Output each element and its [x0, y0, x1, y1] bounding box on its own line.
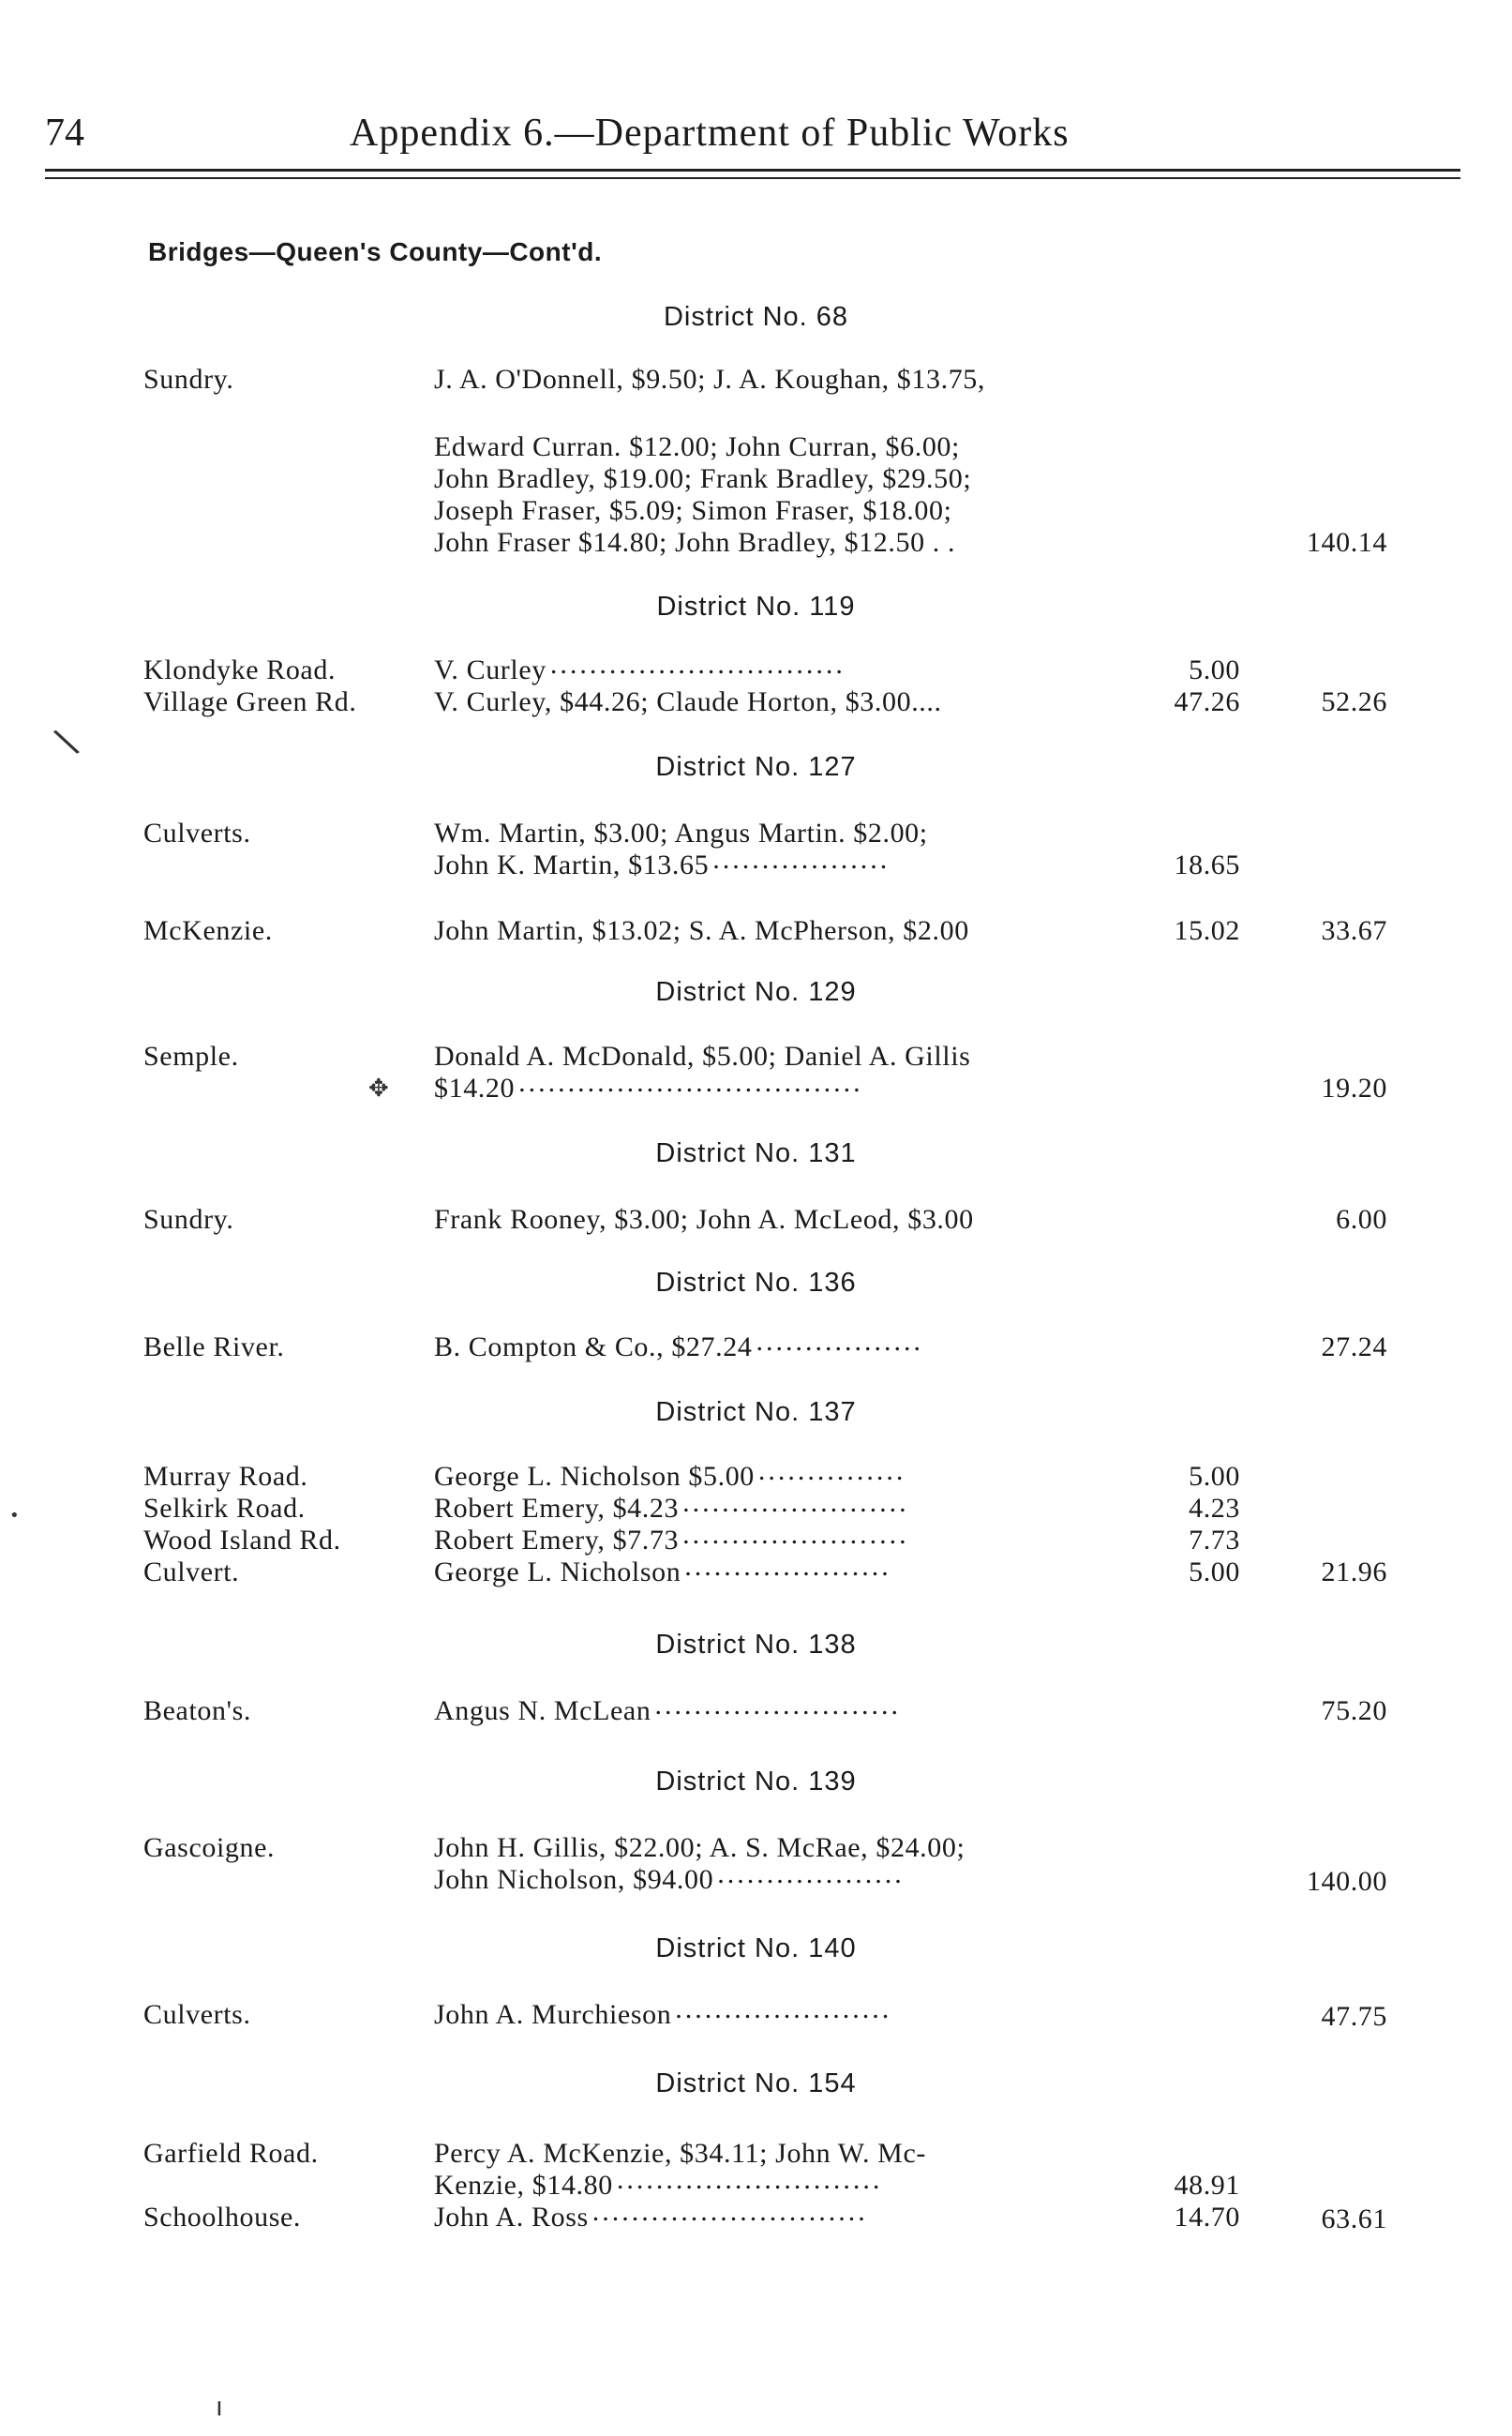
- entry-description: George L. Nicholson .....................: [434, 1551, 891, 1587]
- header-rule: [45, 169, 1460, 172]
- running-title: Appendix 6.—Department of Public Works: [350, 112, 1070, 155]
- scan-speck-icon: ı: [216, 2391, 223, 2422]
- district-heading: District No. 129: [655, 977, 857, 1007]
- entry-label: Schoolhouse.: [143, 2202, 302, 2233]
- entry-description: Robert Emery, $7.73 .......................: [434, 1519, 909, 1556]
- district-heading: District No. 127: [655, 752, 857, 782]
- entry-description: Percy A. McKenzie, $34.11; John W. Mc-: [434, 2138, 926, 2169]
- district-total: 33.67: [1321, 915, 1387, 946]
- entry-description: Kenzie, $14.80 ...........................: [434, 2164, 883, 2201]
- district-total: 52.26: [1321, 686, 1387, 717]
- district-total: 75.20: [1321, 1695, 1387, 1726]
- entry-description: John A. Ross ............................: [434, 2196, 868, 2233]
- entry-description: Frank Rooney, $3.00; John A. McLeod, $3.00: [434, 1204, 974, 1235]
- entry-amount: 5.00: [1189, 1461, 1240, 1492]
- entry-description: George L. Nicholson $5.00 ...............: [434, 1455, 906, 1492]
- district-total: 63.61: [1321, 2203, 1387, 2234]
- entry-label: Klondyke Road.: [143, 654, 337, 685]
- section-title: Bridges—Queen's County—Cont'd.: [148, 237, 603, 266]
- ornament-icon: ✥: [368, 1075, 389, 1103]
- district-heading: District No. 137: [655, 1397, 857, 1427]
- district-heading: District No. 154: [655, 2068, 857, 2098]
- entry-label: Selkirk Road.: [143, 1493, 306, 1524]
- entry-label: Garfield Road.: [143, 2138, 319, 2169]
- entry-label: Murray Road.: [143, 1461, 308, 1492]
- district-total: 27.24: [1321, 1331, 1387, 1362]
- entry-amount: 5.00: [1189, 654, 1240, 685]
- entry-amount: 47.26: [1174, 686, 1240, 717]
- entry-description: B. Compton & Co., $27.24 .................: [434, 1326, 923, 1362]
- entry-description: John Nicholson, $94.00 ...................: [434, 1858, 905, 1895]
- scan-speck-icon: •: [9, 1506, 20, 1526]
- page-number: 74: [45, 112, 84, 155]
- entry-description: Wm. Martin, $3.00; Angus Martin. $2.00;: [434, 818, 928, 849]
- entry-amount: 7.73: [1189, 1525, 1240, 1556]
- page-header: [45, 111, 1460, 167]
- entry-description: J. A. O'Donnell, $9.50; J. A. Koughan, $13.75,: [434, 364, 986, 395]
- entry-label: Culverts.: [143, 818, 251, 849]
- entry-description: Robert Emery, $4.23 .......................: [434, 1487, 909, 1524]
- entry-description: John Bradley, $19.00; Frank Bradley, $29.50;: [434, 463, 972, 494]
- entry-label: Sundry.: [143, 364, 234, 395]
- district-heading: District No. 140: [655, 1933, 857, 1963]
- entry-description: John K. Martin, $13.65 ..................: [434, 844, 891, 880]
- entry-amount: 15.02: [1174, 915, 1240, 946]
- entry-label: Gascoigne.: [143, 1832, 276, 1863]
- entry-description: Donald A. McDonald, $5.00; Daniel A. Gillis: [434, 1041, 971, 1072]
- entry-label: Beaton's.: [143, 1695, 251, 1726]
- entry-label: Village Green Rd.: [143, 686, 357, 717]
- district-heading: District No. 136: [655, 1268, 857, 1298]
- district-total: 21.96: [1321, 1556, 1387, 1587]
- entry-label: Culvert.: [143, 1556, 240, 1587]
- district-heading: District No. 119: [656, 592, 856, 622]
- entry-description: John A. Murchieson ......................: [434, 1993, 892, 2030]
- district-total: 140.14: [1306, 527, 1387, 558]
- header-rule-thin: [45, 177, 1460, 179]
- district-total: 19.20: [1321, 1073, 1387, 1104]
- district-total: 47.75: [1321, 2001, 1387, 2032]
- scan-speck-icon: \: [50, 719, 83, 764]
- entry-description: Edward Curran. $12.00; John Curran, $6.00;: [434, 431, 960, 462]
- entry-label: Sundry.: [143, 1204, 234, 1235]
- entry-amount: 14.70: [1174, 2202, 1240, 2233]
- entry-label: Semple.: [143, 1041, 239, 1072]
- entry-description: V. Curley ..............................: [434, 649, 846, 685]
- entry-description: John Martin, $13.02; S. A. McPherson, $2.00: [434, 915, 969, 946]
- entry-description: John H. Gillis, $22.00; A. S. McRae, $24.00;: [434, 1832, 966, 1863]
- district-heading: District No. 131: [655, 1138, 857, 1168]
- entry-description: V. Curley, $44.26; Claude Horton, $3.00....: [434, 686, 942, 717]
- entry-label: McKenzie.: [143, 915, 273, 946]
- entry-amount: 4.23: [1189, 1493, 1240, 1524]
- district-heading: District No. 138: [655, 1630, 857, 1660]
- district-total: 140.00: [1306, 1866, 1387, 1897]
- entry-description: $14.20 ...................................: [434, 1067, 863, 1104]
- district-heading: District No. 139: [655, 1767, 857, 1797]
- entry-description: Angus N. McLean .........................: [434, 1690, 901, 1726]
- entry-description: Joseph Fraser, $5.09; Simon Fraser, $18.00;: [434, 495, 952, 526]
- entry-label: Culverts.: [143, 1999, 251, 2030]
- district-heading: District No. 68: [663, 302, 849, 332]
- entry-description: John Fraser $14.80; John Bradley, $12.50 . .: [434, 527, 956, 558]
- entry-amount: 5.00: [1189, 1556, 1240, 1587]
- district-total: 6.00: [1336, 1204, 1387, 1235]
- entry-amount: 48.91: [1174, 2170, 1240, 2201]
- entry-amount: 18.65: [1174, 850, 1240, 880]
- entry-label: Belle River.: [143, 1331, 285, 1362]
- entry-label: Wood Island Rd.: [143, 1525, 341, 1556]
